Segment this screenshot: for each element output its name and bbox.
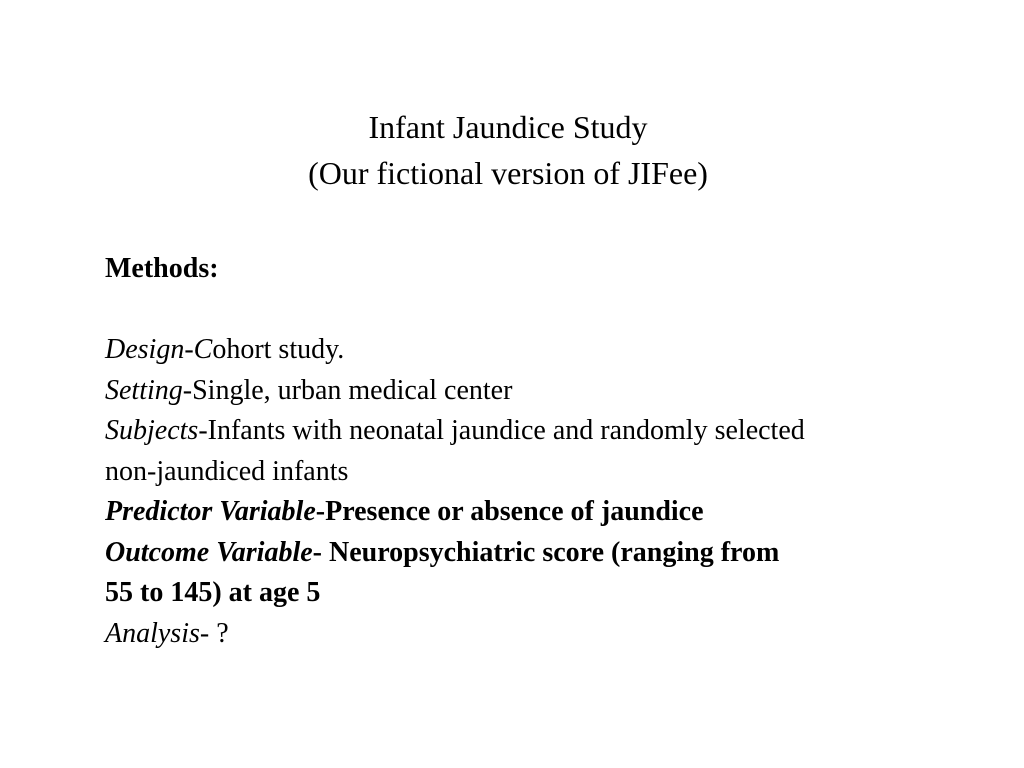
predictor-text: -Presence or absence of jaundice [315,496,704,527]
title-line-2: (Our fictional version of JIFee) [308,155,708,191]
outcome-text-1: - Neuropsychiatric score (ranging from [312,536,780,568]
design-line [105,330,985,371]
methods-heading: Methods: [105,253,219,284]
subjects-line-2: non-jaundiced infants [105,455,349,487]
title-line-1: Infant Jaundice Study [368,109,648,145]
subjects-line [105,411,985,452]
spacer [105,290,985,331]
slide-title [0,104,1016,196]
outcome-label: Outcome Variable [105,536,313,568]
subjects-text-1: -Infants with neonatal jaundice and randomly selected [198,415,805,446]
setting-line [105,371,985,412]
setting-text: -Single, urban medical center [182,374,513,406]
subjects-label: Subjects [105,415,199,446]
analysis-label: Analysis [105,617,200,649]
outcome-line-2: 55 to 145) at age 5 [105,577,321,608]
methods-section [105,249,985,654]
design-text: ohort study. [212,334,345,365]
predictor-line [105,492,985,533]
outcome-line [105,533,985,574]
analysis-line [105,614,985,655]
setting-label: Setting [105,374,183,406]
analysis-text: - ? [199,617,229,649]
predictor-label: Predictor Variable [105,496,316,527]
design-label: Design-C [105,334,213,365]
